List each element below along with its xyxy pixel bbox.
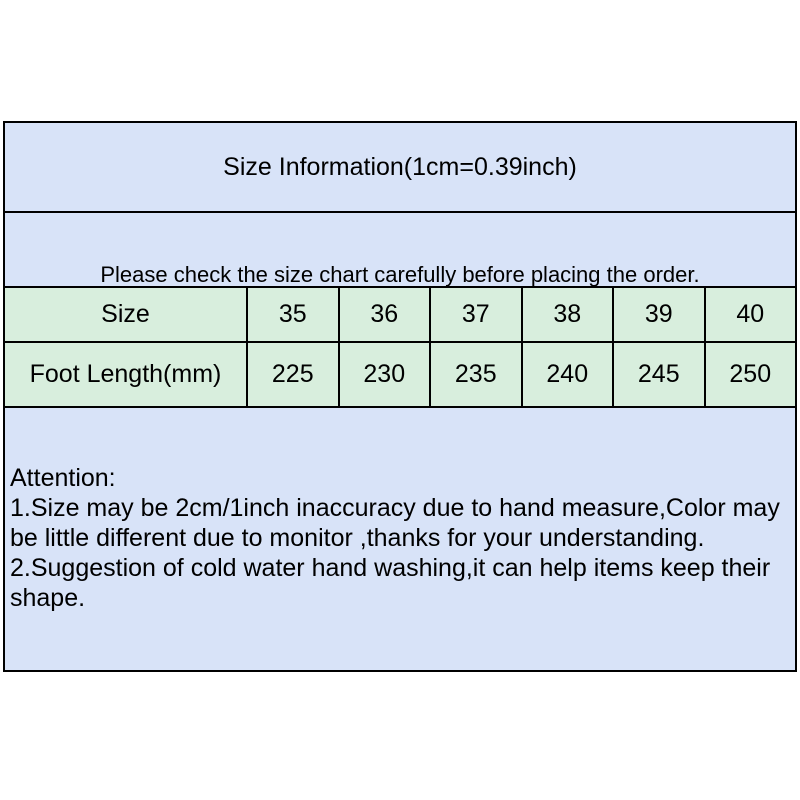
foot-length-cell: 230: [338, 343, 430, 406]
foot-length-cell: 235: [429, 343, 521, 406]
size-row: [5, 288, 795, 343]
panel-title: Size Information(1cm=0.39inch): [223, 152, 577, 181]
notice-section: [5, 213, 795, 288]
notice-text: Please check the size chart carefully before placing the order.: [100, 261, 700, 287]
attention-section: [5, 408, 795, 670]
attention-heading: Attention:: [10, 464, 116, 492]
size-cell: 40: [704, 288, 796, 341]
foot-length-row-header: Foot Length(mm): [29, 360, 222, 388]
foot-length-cell: 225: [246, 343, 338, 406]
attention-line: 2.Suggestion of cold water hand washing,it can help items keep their: [10, 554, 771, 582]
foot-length-row: [5, 343, 795, 408]
size-cell: 39: [612, 288, 704, 341]
title-section: [5, 123, 795, 213]
size-cell: 38: [521, 288, 613, 341]
foot-length-cell: 245: [612, 343, 704, 406]
size-cell: 35: [246, 288, 338, 341]
size-cell: 36: [338, 288, 430, 341]
attention-line: be little different due to monitor ,thanks for your understanding.: [10, 524, 705, 552]
attention-line: 1.Size may be 2cm/1inch inaccuracy due to hand measure,Color may: [10, 494, 780, 522]
size-row-header: Size: [101, 300, 150, 328]
attention-line: shape.: [10, 584, 86, 612]
foot-length-cell: 240: [521, 343, 613, 406]
size-cell: 37: [429, 288, 521, 341]
foot-length-cell: 250: [704, 343, 796, 406]
size-info-panel: [3, 121, 797, 672]
